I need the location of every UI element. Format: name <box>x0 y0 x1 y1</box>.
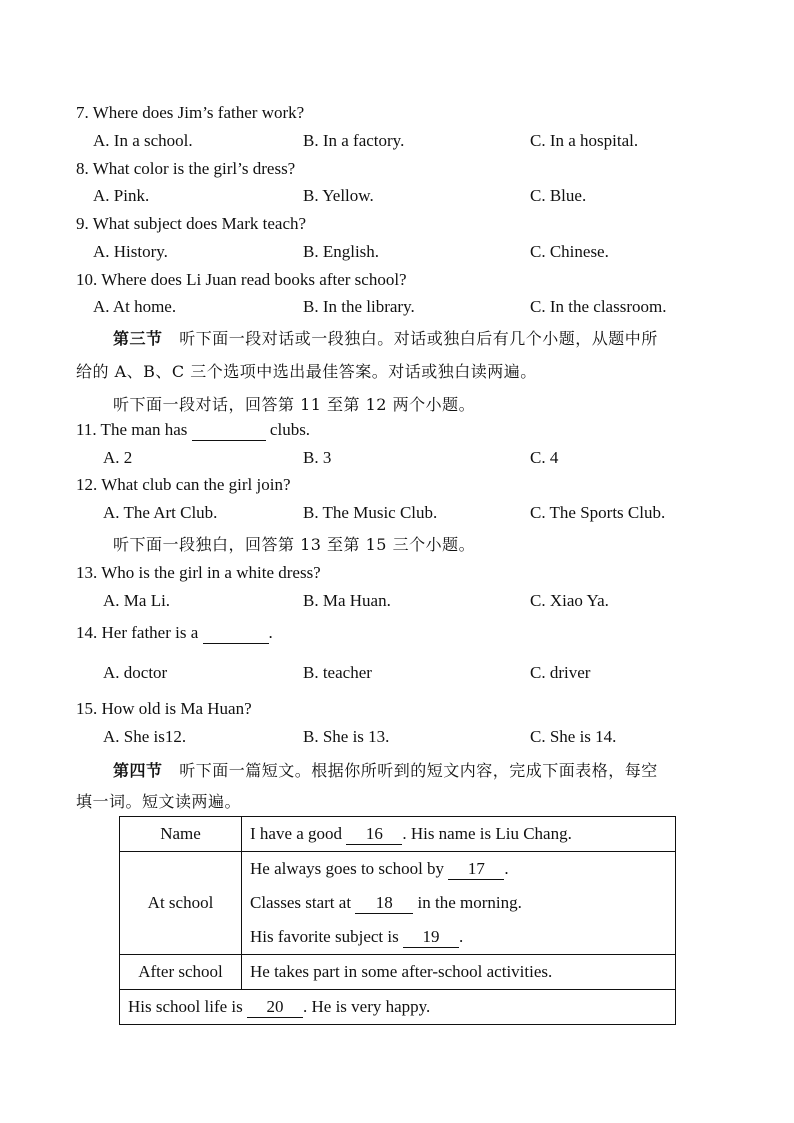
option-10c: C. In the classroom. <box>530 297 667 316</box>
option-15c: C. She is 14. <box>530 727 617 746</box>
question-15: 15. How old is Ma Huan? <box>76 699 252 718</box>
option-12a: A. The Art Club. <box>103 503 218 522</box>
table-row <box>120 817 676 852</box>
row-text-end: . <box>504 859 509 878</box>
at-school-line-2 <box>250 886 667 920</box>
question-14 <box>76 623 273 644</box>
row-text: His favorite subject is <box>250 927 403 946</box>
question-8: 8. What color is the girl’s dress? <box>76 159 296 178</box>
question-12: 12. What club can the girl join? <box>76 475 291 494</box>
option-9c: C. Chinese. <box>530 242 609 261</box>
option-13a: A. Ma Li. <box>103 591 171 610</box>
table-row <box>120 852 676 955</box>
question-9: 9. What subject does Mark teach? <box>76 214 307 233</box>
section-3-title: 第三节 <box>113 329 163 348</box>
section-3-intro <box>113 329 658 349</box>
blank-19: 19 <box>403 927 459 948</box>
question-14-text-end: . <box>268 623 273 642</box>
option-7c: C. In a hospital. <box>530 131 639 150</box>
section-3-line1: 听下面一段对话或一段独白。对话或独白后有几个小题，从题中所 <box>179 329 658 348</box>
option-14b: B. teacher <box>303 663 372 682</box>
option-7b: B. In a factory. <box>303 131 405 150</box>
question-13: 13. Who is the girl in a white dress? <box>76 563 321 582</box>
option-11b: B. 3 <box>303 448 332 467</box>
section-4-title: 第四节 <box>113 761 163 780</box>
row-text-end: in the morning. <box>413 893 522 912</box>
option-13b: B. Ma Huan. <box>303 591 391 610</box>
row-label-name: Name <box>120 817 242 852</box>
option-8c: C. Blue. <box>530 186 587 205</box>
question-7: 7. Where does Jim’s father work? <box>76 103 305 122</box>
option-11c: C. 4 <box>530 448 559 467</box>
table-row <box>120 990 676 1025</box>
section-4-intro <box>113 761 658 781</box>
section-3-sub1: 听下面一段对话，回答第 11 至第 12 两个小题。 <box>113 395 476 414</box>
row-content-after-school: He takes part in some after-school activities. <box>242 955 676 990</box>
section-4-line1: 听下面一篇短文。根据你所听到的短文内容，完成下面表格，每空 <box>179 761 658 780</box>
option-9a: A. History. <box>93 242 168 261</box>
question-14-text: 14. Her father is a <box>76 623 203 642</box>
row-text: Classes start at <box>250 893 356 912</box>
row-text: His school life is <box>128 996 247 1016</box>
option-11a: A. 2 <box>103 448 133 467</box>
option-9b: B. English. <box>303 242 380 261</box>
at-school-line-3 <box>250 920 667 954</box>
row-text: He always goes to school by <box>250 859 449 878</box>
row-text-end: . <box>458 927 464 946</box>
fill-in-table <box>119 816 676 1025</box>
blank-18: 18 <box>355 893 413 914</box>
section-3-line2: 给的 A、B、C 三个选项中选出最佳答案。对话或独白读两遍。 <box>76 362 537 381</box>
row-content-at-school <box>242 852 676 955</box>
answer-blank <box>192 420 266 441</box>
option-15b: B. She is 13. <box>303 727 390 746</box>
row-text-end: . His name is Liu Chang. <box>402 823 572 843</box>
option-13c: C. Xiao Ya. <box>530 591 609 610</box>
question-11-text: 11. The man has <box>76 420 192 439</box>
option-10a: A. At home. <box>93 297 177 316</box>
option-14c: C. driver <box>530 663 591 682</box>
row-content-name <box>242 817 676 852</box>
blank-16: 16 <box>346 824 402 845</box>
row-text-end: . He is very happy. <box>303 996 431 1016</box>
question-11 <box>76 420 310 441</box>
blank-20: 20 <box>247 997 303 1018</box>
table-row <box>120 955 676 990</box>
option-7a: A. In a school. <box>93 131 193 150</box>
option-10b: B. In the library. <box>303 297 415 316</box>
answer-blank <box>203 623 269 644</box>
option-12c: C. The Sports Club. <box>530 503 666 522</box>
section-4-line2: 填一词。短文读两遍。 <box>76 792 242 811</box>
at-school-line-1 <box>250 852 667 886</box>
row-content-summary <box>120 990 676 1025</box>
blank-17: 17 <box>448 859 504 880</box>
question-10: 10. Where does Li Juan read books after school? <box>76 270 407 289</box>
option-8a: A. Pink. <box>93 186 150 205</box>
row-label-after-school: After school <box>120 955 242 990</box>
row-text: I have a good <box>250 823 347 843</box>
option-14a: A. doctor <box>103 663 168 682</box>
option-12b: B. The Music Club. <box>303 503 438 522</box>
option-15a: A. She is12. <box>103 727 187 746</box>
row-label-at-school: At school <box>120 852 242 955</box>
question-11-text-end: clubs. <box>265 420 311 439</box>
section-3-sub2: 听下面一段独白，回答第 13 至第 15 三个小题。 <box>113 535 476 554</box>
option-8b: B. Yellow. <box>303 186 374 205</box>
